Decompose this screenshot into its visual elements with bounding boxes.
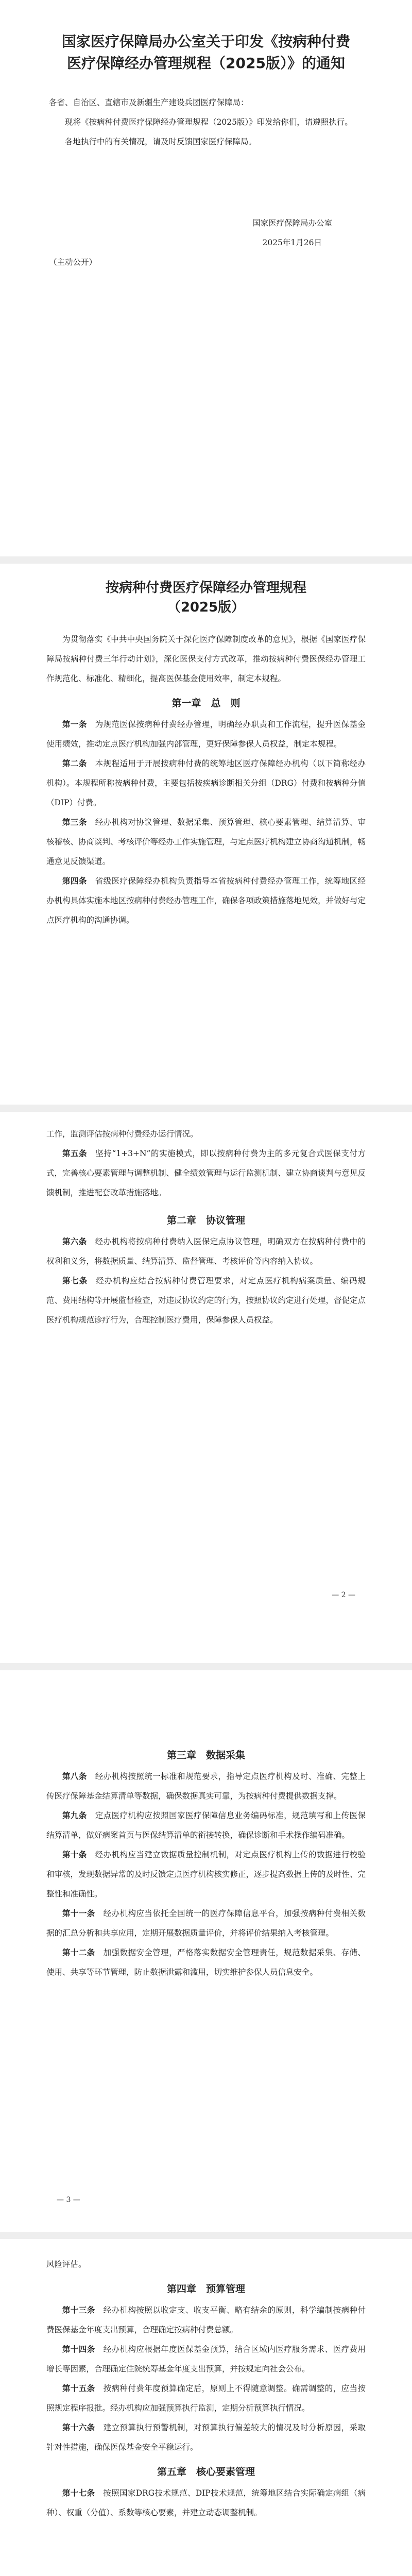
article-text: 经办机构将按病种付费纳入医保定点协议管理，明确双方在按病种付费中的权利和义务，将数据质量、结算清算、监督管理、考核评价等内容纳入协议。 [46, 1237, 366, 1266]
chapter-heading: 第二章 协议管理 [166, 1215, 245, 1226]
article [46, 1144, 366, 1202]
chapter-heading: 第三章 数据采集 [166, 1750, 245, 1761]
notice-title-line-2: 医疗保障经办管理规程（2025版）》的通知 [67, 55, 345, 72]
article-label: 第五条 [62, 1149, 88, 1158]
article-label: 第三条 [62, 818, 87, 827]
article [46, 2418, 366, 2457]
article-text: 经办机构应结合按病种付费管理要求，对定点医疗机构病案质量、编码规范、费用结构等开展监督检查，对违反协议约定的行为，按照协议约定进行处理，督促定点医疗机构规范诊疗行为，合理控制医疗费用，保障参保人员权益。 [46, 1276, 366, 1325]
page-separator [0, 556, 412, 564]
article [46, 1232, 366, 1271]
article-text: 为规范医保按病种付费经办管理，明确经办职责和工作流程，提升医保基金使用绩效，推动定点医疗机构加强内部管理，更好保障参保人员权益，制定本规程。 [46, 720, 366, 749]
article-text: 按照国家DRG技术规范、DIP技术规范，统筹地区结合实际确定病组（病种）、权重（分值）、系数等核心要素，并建立动态调整机制。 [46, 2488, 366, 2517]
article [46, 2483, 366, 2522]
article-label: 第十五条 [62, 2384, 95, 2393]
article-label: 第十二条 [62, 1948, 95, 1957]
continued-text: 工作，监测评估按病种付费经办运行情况。 [46, 1129, 198, 1139]
article [46, 2379, 366, 2418]
page-number: — 2 — [332, 1591, 355, 1599]
article-label: 第十七条 [62, 2488, 95, 2498]
article-text: 经办机构应当依托全国统一的医疗保障信息平台，加强按病种付费相关数据的汇总分析和共享应用，定期开展数据质量评价，并将评价结果纳入考核管理。 [46, 1909, 366, 1938]
article-label: 第八条 [62, 1772, 87, 1781]
regulation-title-line-1: 按病种付费医疗保障经办管理规程 [105, 580, 306, 596]
page-5 [0, 2239, 412, 2576]
article [46, 1943, 366, 1982]
article-text: 经办机构应根据年度医保基金预算，结合区域内医疗服务需求、医疗费用增长等因素，合理确定住院统筹基金年度支出预算，并按规定向社会公布。 [46, 2345, 366, 2374]
page-3 [0, 1112, 412, 1658]
article-label: 第一条 [62, 720, 87, 729]
article [46, 812, 366, 871]
continued-text: 风险评估。 [46, 2260, 87, 2269]
article [46, 1271, 366, 1330]
chapter-heading: 第四章 预算管理 [166, 2283, 245, 2295]
article-text: 按病种付费年度预算确定后，原则上不得随意调整。确需调整的，应当按照规定程序报批。经办机构应加强预算执行监测，定期分析预算执行情况。 [46, 2384, 366, 2413]
issuer: 国家医疗保障局办公室 [252, 218, 332, 228]
regulation-intro: 为贯彻落实《中共中央国务院关于深化医疗保障制度改革的意见》，根据《国家医疗保障局按病种付费三年行动计划》，深化医保支付方式改革，推动按病种付费医保经办管理工作规范化、标准化、精细化，提高医保基金使用效率，制定本规程。 [46, 635, 366, 683]
article-label: 第九条 [62, 1811, 87, 1820]
page-4 [0, 1670, 412, 2227]
article-text: 加强数据安全管理，严格落实数据安全管理责任，规范数据采集、存储、使用、共享等环节管理，防止数据泄露和滥用，切实维护参保人员信息安全。 [46, 1948, 366, 1977]
chapter-heading: 第五章 核心要素管理 [157, 2466, 255, 2478]
page-number: — 3 — [57, 2196, 80, 2204]
article [46, 2340, 366, 2379]
article [46, 754, 366, 812]
page-2 [0, 564, 412, 1099]
article-text: 经办机构应当建立数据质量控制机制，对定点医疗机构上传的数据进行校验和审核，发现数据异常的及时反馈定点医疗机构核实修正，逐步提高数据上传的及时性、完整性和准确性。 [46, 1850, 366, 1899]
article-label: 第十四条 [62, 2345, 95, 2354]
page-separator [0, 1105, 412, 1112]
notice-body-paragraph: 各地执行中的有关情况，请及时反馈国家医疗保障局。 [65, 137, 257, 146]
article-label: 第十条 [62, 1850, 87, 1859]
article-text: 本规程适用于开展按病种付费的统筹地区医疗保障经办机构（以下简称经办机构）。本规程所称按病种付费，主要包括按疾病诊断相关分组（DRG）付费和按病种分值（DIP）付费。 [46, 759, 366, 807]
article [46, 2300, 366, 2340]
article-label: 第十六条 [62, 2423, 95, 2432]
salutation: 各省、自治区、直辖市及新疆生产建设兵团医疗保障局： [49, 98, 249, 107]
notice-body-paragraph: 现将《按病种付费医疗保障经办管理规程（2025版）》印发给你们，请遵照执行。 [65, 117, 353, 127]
article [46, 871, 366, 930]
article-label: 第十三条 [62, 2306, 95, 2315]
article-text: 经办机构按照以收定支、收支平衡、略有结余的原则，科学编制按病种付费医保基金年度支出预算，合理确定按病种付费总额。 [46, 2306, 366, 2334]
article-text: 经办机构对协议管理、数据采集、预算管理、核心要素管理、结算清算、审核稽核、协商谈判、考核评价等经办工作实施管理，与定点医疗机构建立协商沟通机制，畅通意见反馈渠道。 [46, 818, 366, 866]
page-1 [0, 15, 412, 551]
disclosure-note: （主动公开） [49, 258, 97, 267]
article-text: 省级医疗保障经办机构负责指导本省按病种付费经办管理工作，统筹地区经办机构具体实施本地区按病种付费经办管理工作，确保各项政策措施落地见效，并做好与定点医疗机构的沟通协调。 [46, 876, 366, 925]
article-label: 第七条 [62, 1276, 88, 1285]
article-label: 第二条 [62, 759, 87, 768]
article [46, 1806, 366, 1845]
chapter-heading: 第一章 总 则 [171, 698, 241, 709]
article [46, 1767, 366, 1806]
article [46, 715, 366, 754]
article-label: 第四条 [62, 876, 87, 886]
article-label: 第十一条 [62, 1909, 95, 1918]
article-text: 定点医疗机构应按照国家医疗保障信息业务编码标准，规范填写和上传医保结算清单，做好病案首页与医保结算清单的衔接转换，确保诊断和手术操作编码准确。 [46, 1811, 366, 1840]
article-label: 第六条 [62, 1237, 87, 1246]
article-text: 建立预算执行预警机制，对预算执行偏差较大的情况及时分析原因，采取针对性措施，确保医保基金安全平稳运行。 [46, 2423, 366, 2452]
article [46, 1845, 366, 1904]
article-text: 坚持“1+3+N”的实施模式，即以按病种付费为主的多元复合式医保支付方式，完善核心要素管理与调整机制、健全绩效管理与运行监测机制、建立协商谈判与意见反馈机制，推进配套改革措施落地。 [46, 1149, 366, 1197]
notice-title-line-1: 国家医疗保障局办公室关于印发《按病种付费 [61, 33, 350, 50]
page-separator [0, 2232, 412, 2239]
regulation-title-line-2: （2025版） [167, 600, 245, 615]
article [46, 1904, 366, 1943]
article-text: 经办机构按照统一标准和规范要求，指导定点医疗机构及时、准确、完整上传医疗保障基金结算清单等数据，确保数据真实可靠，为按病种付费提供数据支撑。 [46, 1772, 366, 1801]
page-separator [0, 1663, 412, 1670]
issue-date: 2025年1月26日 [262, 238, 322, 247]
